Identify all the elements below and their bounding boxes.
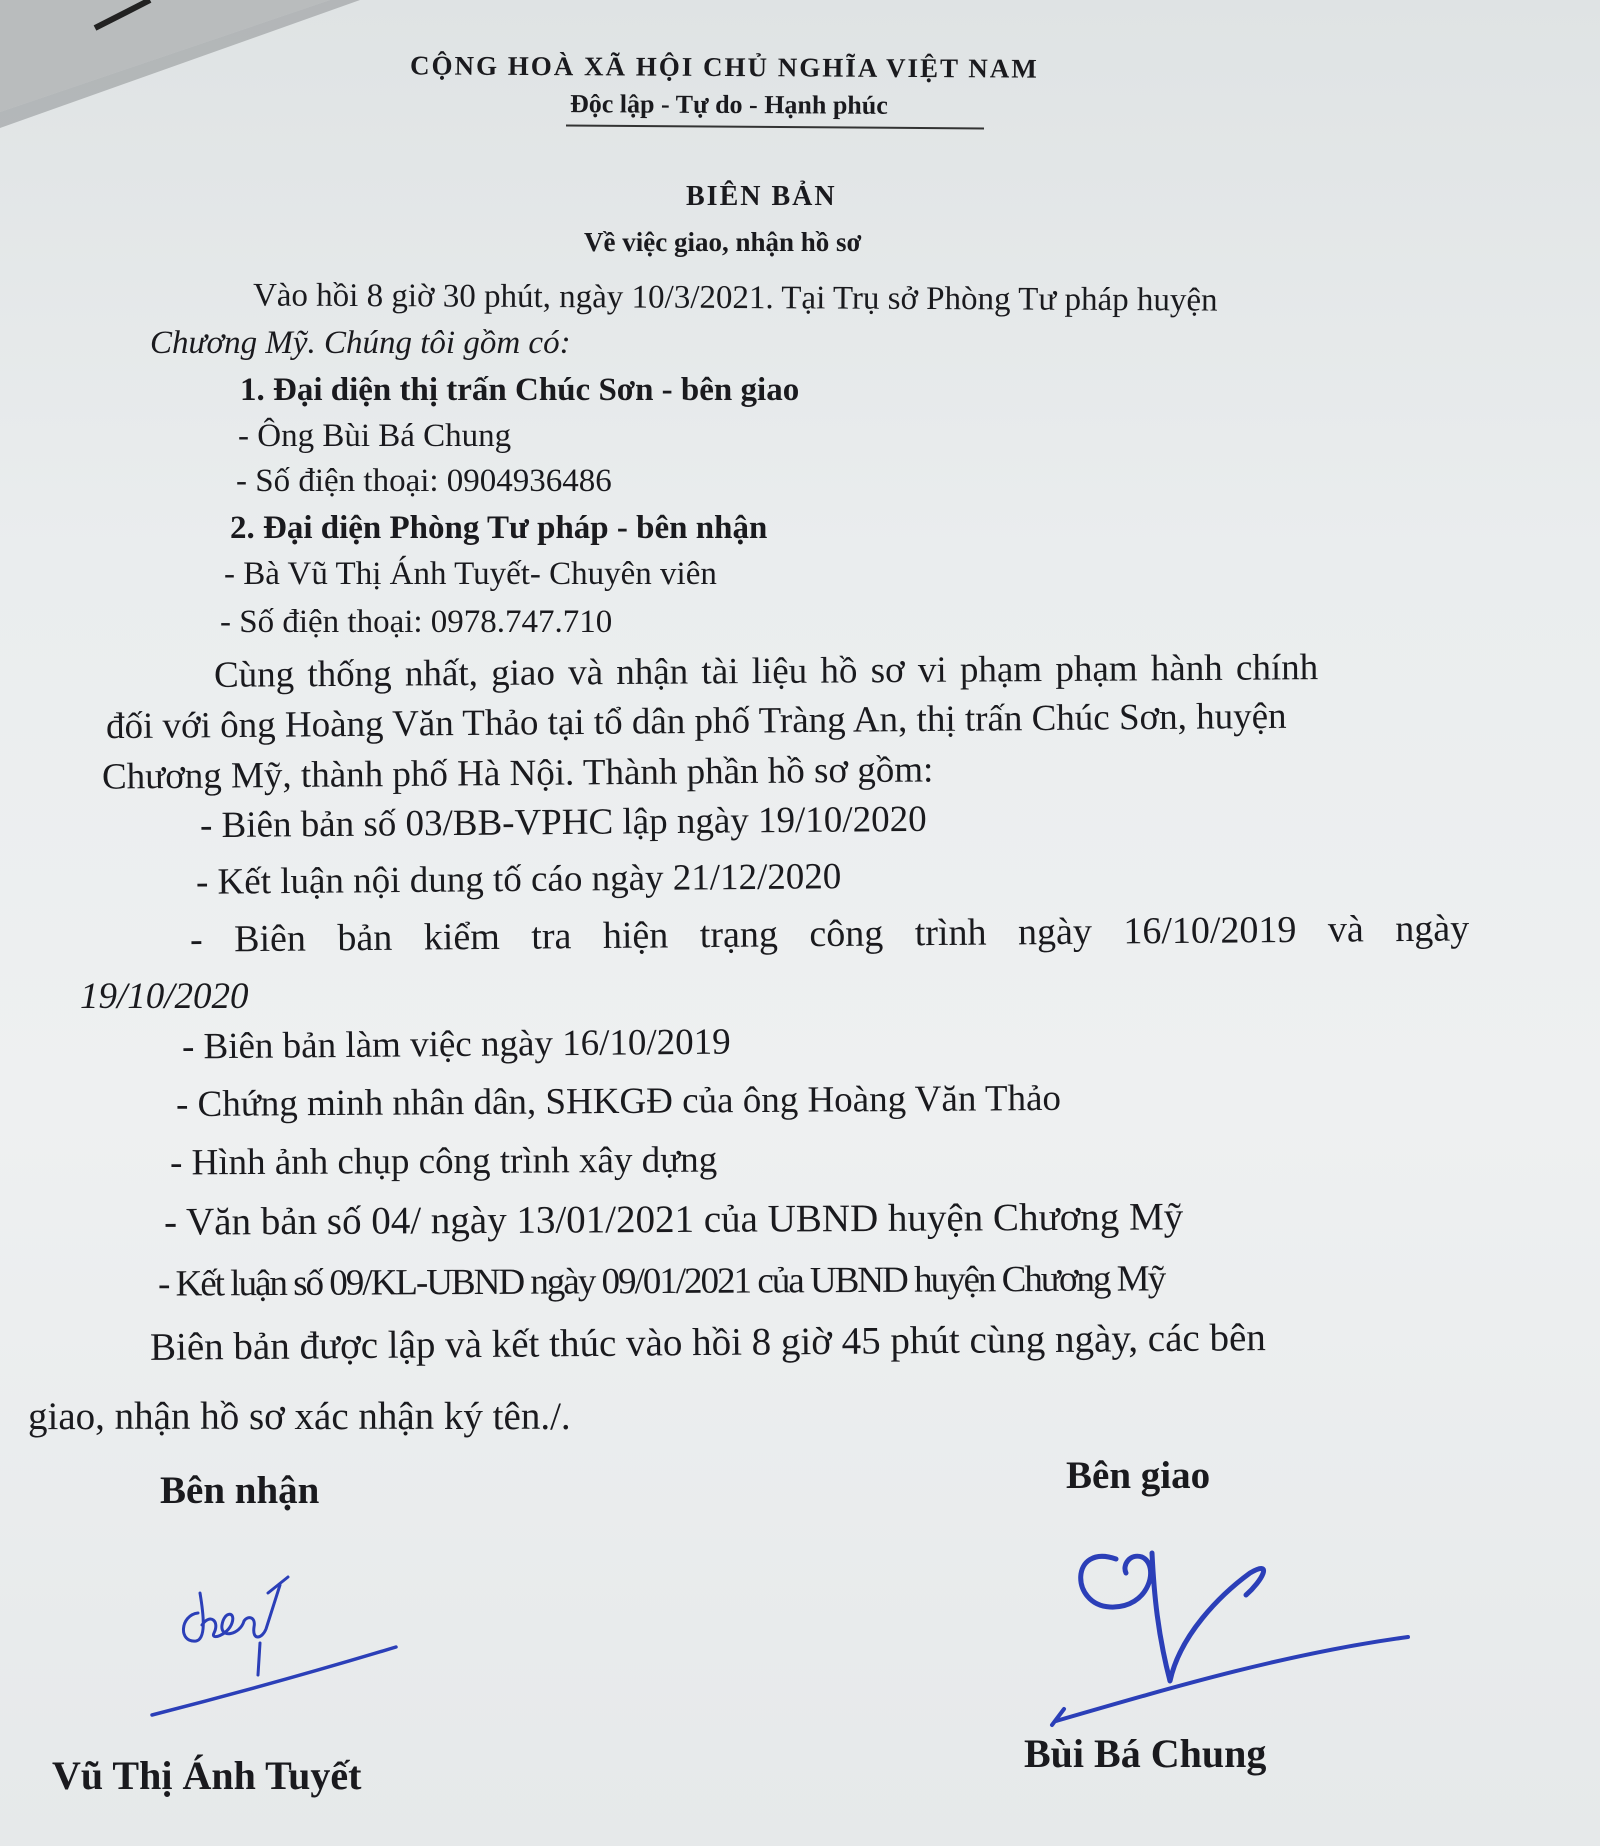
giver-name: Bùi Bá Chung bbox=[1024, 1731, 1267, 1776]
giver-label: Bên giao bbox=[1066, 1454, 1211, 1497]
item-1: - Biên bản số 03/BB-VPHC lập ngày 19/10/2020 bbox=[199, 798, 927, 847]
party-1-phone: - Số điện thoại: 0904936486 bbox=[236, 463, 612, 499]
closing-line-2: giao, nhận hồ sơ xác nhận ký tên./. bbox=[28, 1395, 571, 1438]
item-3-continued: 19/10/2020 bbox=[80, 976, 249, 1017]
agreement-line-3: Chương Mỹ, thành phố Hà Nội. Thành phần hồ sơ gồm: bbox=[101, 749, 934, 798]
closing-line-1: Biên bản được lập và kết thúc vào hồi 8 giờ 45 phút cùng ngày, các bên bbox=[149, 1316, 1266, 1369]
agreement-line-1: Cùng thống nhất, giao và nhận tài liệu hồ sơ vi phạm phạm hành chính bbox=[213, 647, 1319, 696]
giver-signature bbox=[1030, 1525, 1430, 1745]
document-title: BIÊN BẢN bbox=[686, 181, 837, 212]
party-1-heading: 1. Đại diện thị trấn Chúc Sơn - bên giao bbox=[240, 372, 800, 408]
intro-line-2: Chương Mỹ. Chúng tôi gồm có: bbox=[150, 325, 571, 361]
party-2-phone: - Số điện thoại: 0978.747.710 bbox=[220, 604, 613, 640]
item-2: - Kết luận nội dung tố cáo ngày 21/12/2020 bbox=[195, 856, 842, 903]
item-7: - Văn bản số 04/ ngày 13/01/2021 của UBND huyện Chương Mỹ bbox=[163, 1195, 1184, 1244]
item-8: - Kết luận số 09/KL-UBND ngày 09/01/2021 của UBND huyện Chương Mỹ bbox=[157, 1258, 1165, 1305]
item-6: - Hình ảnh chụp công trình xây dựng bbox=[169, 1139, 718, 1184]
intro-line-1: Vào hồi 8 giờ 30 phút, ngày 10/3/2021. Tại Trụ sở Phòng Tư pháp huyện bbox=[252, 277, 1218, 319]
item-5: - Chứng minh nhân dân, SHKGĐ của ông Hoàng Văn Thảo bbox=[175, 1077, 1062, 1126]
party-2-heading: 2. Đại diện Phòng Tư pháp - bên nhận bbox=[230, 510, 768, 546]
nation-title: CỘNG HOÀ XÃ HỘI CHỦ NGHĨA VIỆT NAM bbox=[409, 50, 1039, 84]
party-2-person: - Bà Vũ Thị Ánh Tuyết- Chuyên viên bbox=[224, 556, 717, 592]
document-subtitle: Về việc giao, nhận hồ sơ bbox=[584, 227, 862, 257]
item-4: - Biên bản làm việc ngày 16/10/2019 bbox=[181, 1021, 731, 1068]
agreement-line-2: đối với ông Hoàng Văn Thảo tại tổ dân phố Tràng An, thị trấn Chúc Sơn, huyện bbox=[105, 695, 1287, 748]
receiver-signature bbox=[140, 1555, 440, 1725]
motto: Độc lập - Tự do - Hạnh phúc bbox=[569, 89, 888, 120]
receiver-label: Bên nhận bbox=[160, 1469, 320, 1512]
party-1-person: - Ông Bùi Bá Chung bbox=[238, 418, 512, 454]
receiver-name: Vũ Thị Ánh Tuyết bbox=[52, 1753, 362, 1798]
item-3: - Biên bản kiểm tra hiện trạng công trình ngày 16/10/2019 và ngày bbox=[189, 907, 1470, 961]
